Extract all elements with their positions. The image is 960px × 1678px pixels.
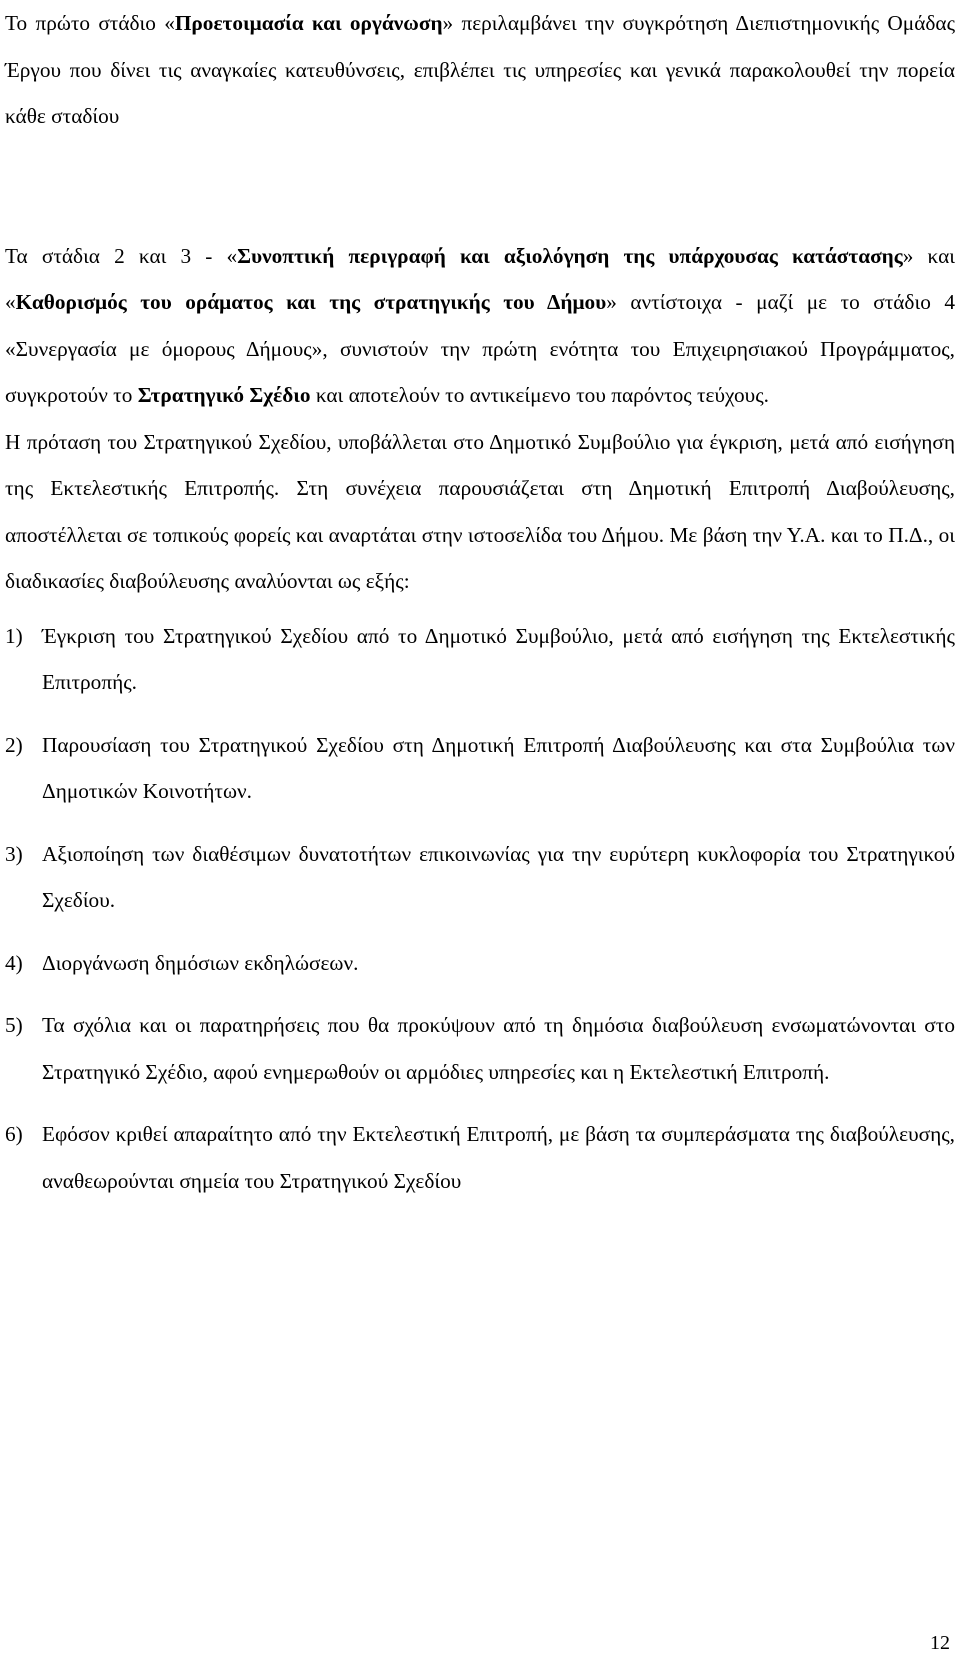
text-segment: και αποτελούν το αντικείμενο του παρόντος τεύχους.: [310, 383, 769, 407]
paragraph-stages-2-3: [5, 233, 955, 419]
list-item-text: Έγκριση του Στρατηγικού Σχεδίου από το Δημοτικό Συμβούλιο, μετά από εισήγηση της Εκτελεστικής Επιτροπής.: [42, 623, 955, 694]
list-item: [5, 1111, 955, 1204]
list-item: [5, 613, 955, 706]
list-number: 3): [5, 841, 23, 866]
text-segment: Το πρώτο στάδιο «: [5, 11, 175, 35]
list-number: 5): [5, 1013, 23, 1037]
paragraph-proposal: [5, 419, 955, 605]
list-number: 2): [5, 732, 23, 757]
list-number: 1): [5, 623, 23, 648]
paragraph-stage-1: [5, 0, 955, 140]
text-segment: Η πρόταση του Στρατηγικού Σχεδίου, υποβάλλεται στο Δημοτικό Συμβούλιο για έγκριση, μετά από εισήγηση της Εκτελεστικής Επιτροπής. Στη συνέχεια παρουσιάζεται στη Δημοτική Επιτροπή Διαβούλευσης, αποστέλλεται σε τοπικούς φορείς και αναρτάται στην ιστοσελίδα του Δήμου. Με βάση την Υ.Α. και το Π.Δ., οι διαδικασίες διαβούλευσης αναλύονται ως εξής:: [5, 429, 955, 593]
list-number: 4): [5, 950, 23, 975]
list-item-text: Παρουσίαση του Στρατηγικού Σχεδίου στη Δημοτική Επιτροπή Διαβούλευσης και στα Συμβούλια των Δημοτικών Κοινοτήτων.: [42, 732, 955, 803]
text-segment: » και «: [5, 243, 955, 314]
list-item: [5, 1002, 955, 1095]
list-item-text: Εφόσον κριθεί απαραίτητο από την Εκτελεστική Επιτροπή, με βάση τα συμπεράσματα της διαβούλευσης, αναθεωρούνται σημεία του Στρατηγικού Σχεδίου: [42, 1122, 955, 1193]
bold-segment: Προετοιμασία και οργάνωση: [174, 11, 443, 35]
list-item: [5, 831, 955, 924]
bold-segment: Συνοπτική περιγραφή και αξιολόγηση της υπάρχουσας κατάστασης: [237, 243, 903, 268]
consultation-steps-list: [5, 613, 955, 1205]
page-number: 12: [930, 1632, 950, 1654]
text-segment: Τα στάδια 2 και 3 - «: [5, 243, 238, 268]
list-item-text: Διοργάνωση δημόσιων εκδηλώσεων.: [42, 950, 359, 975]
list-item-text: Αξιοποίηση των διαθέσιμων δυνατοτήτων επικοινωνίας για την ευρύτερη κυκλοφορία του Στρατηγικού Σχεδίου.: [42, 841, 955, 912]
text-segment: » αντίστοιχα - μαζί με το στάδιο 4 «Συνεργασία με όμορους Δήμους», συνιστούν την πρώτη ενότητα του Επιχειρησιακού Προγράμματος, συγκροτούν το: [5, 290, 955, 407]
list-number: 6): [5, 1122, 23, 1146]
list-item: [5, 940, 955, 987]
text-segment: » περιλαμβάνει την συγκρότηση Διεπιστημονικής Ομάδας Έργου που δίνει τις αναγκαίες κατευθύνσεις, επιβλέπει τις υπηρεσίες και γενικά παρακολουθεί την πορεία κάθε σταδίου: [5, 11, 956, 128]
bold-segment: Στρατηγικό Σχέδιο: [137, 383, 311, 407]
list-item: [5, 722, 955, 815]
bold-segment: Καθορισμός του οράματος και της στρατηγικής του Δήμου: [15, 290, 607, 314]
document-page: [5, 0, 955, 1204]
list-item-text: Τα σχόλια και οι παρατηρήσεις που θα προκύψουν από τη δημόσια διαβούλευση ενσωματώνονται στο Στρατηγικό Σχέδιο, αφού ενημερωθούν οι αρμόδιες υπηρεσίες και η Εκτελεστική Επιτροπή.: [42, 1013, 955, 1084]
